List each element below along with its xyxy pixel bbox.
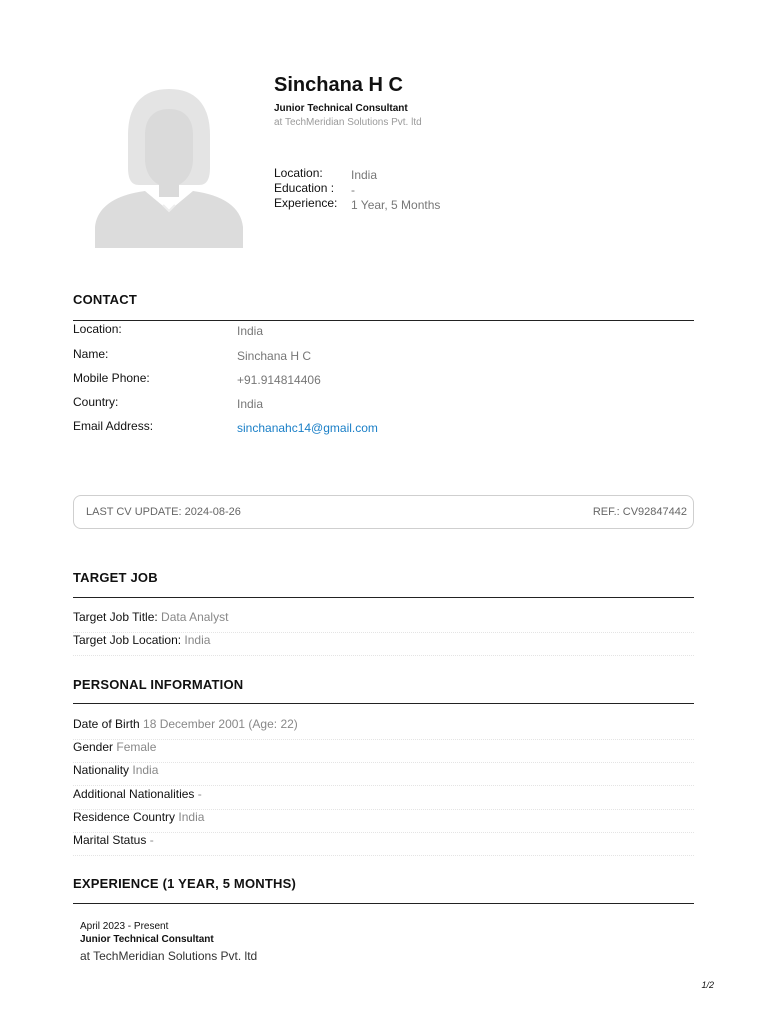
kv-label: Additional Nationalities [73,787,198,801]
target-job-title-row [73,610,694,633]
experience-company: at TechMeridian Solutions Pvt. ltd [80,949,258,963]
summary-location-value: India [351,168,378,182]
contact-row-name [73,347,694,365]
candidate-company: at TechMeridian Solutions Pvt. ltd [274,117,422,128]
kv-value: - [197,787,202,801]
page-number: 1/2 [701,980,714,990]
candidate-name: Sinchana H C [274,74,403,96]
contact-heading: CONTACT [73,292,137,307]
summary-education [274,181,440,196]
personal-info-divider [73,703,694,704]
contact-row-mobile-phone [73,371,694,389]
contact-label: Mobile Phone: [73,371,150,385]
contact-value: India [237,397,264,411]
contact-value: Sinchana H C [237,349,312,363]
kv-label: Marital Status [73,833,150,847]
summary-location-label: Location: [274,166,323,180]
cv-update-box [73,495,694,529]
email-link[interactable]: sinchanahc14@gmail.com [237,421,378,435]
summary-experience [274,196,440,211]
personal-info-heading: PERSONAL INFORMATION [73,677,244,692]
experience-title: Junior Technical Consultant [80,934,214,945]
contact-row-email [73,419,694,437]
kv-label: Target Job Location: [73,633,185,647]
experience-item [80,921,257,963]
contact-value: +91.914814406 [237,373,321,387]
personal-row-nationality [73,763,694,786]
contact-label: Country: [73,395,119,409]
kv-value: India [132,763,159,777]
kv-label: Residence Country [73,810,179,824]
target-job-heading: TARGET JOB [73,570,158,585]
kv-value: Data Analyst [161,610,229,624]
kv-value: India [184,633,211,647]
contact-row-location [73,322,694,340]
personal-row-marital-status [73,833,694,856]
contact-value: India [237,324,264,338]
contact-row-country [73,395,694,413]
summary-education-label: Education : [274,181,335,195]
experience-divider [73,903,694,904]
kv-label: Date of Birth [73,717,144,731]
kv-value: India [178,810,205,824]
cv-reference: REF.: CV92847442 [592,506,687,518]
contact-label: Location: [73,322,122,336]
kv-value: 18 December 2001 (Age: 22) [143,717,298,731]
personal-row-residence-country [73,810,694,833]
kv-label: Gender [73,740,117,754]
target-job-divider [73,597,694,598]
last-cv-update: LAST CV UPDATE: 2024-08-26 [86,506,241,518]
contact-label: Name: [73,347,109,361]
summary-experience-value: 1 Year, 5 Months [351,198,441,212]
kv-value: Female [116,740,157,754]
contact-label: Email Address: [73,419,154,433]
avatar [95,87,243,248]
kv-value: - [149,833,154,847]
personal-row-gender [73,740,694,763]
kv-label: Nationality [73,763,133,777]
candidate-job-title: Junior Technical Consultant [274,103,408,114]
personal-row-additional-nationalities [73,787,694,810]
experience-dates: April 2023 - Present [80,921,169,932]
target-job-location-row [73,633,694,656]
summary-block [274,166,440,211]
summary-education-value: - [351,183,355,197]
personal-row-dob [73,717,694,740]
experience-heading: EXPERIENCE (1 YEAR, 5 MONTHS) [73,876,296,891]
kv-label: Target Job Title: [73,610,162,624]
summary-location [274,166,440,181]
summary-experience-label: Experience: [274,196,338,210]
person-silhouette-icon [95,87,243,248]
contact-divider [73,320,694,321]
